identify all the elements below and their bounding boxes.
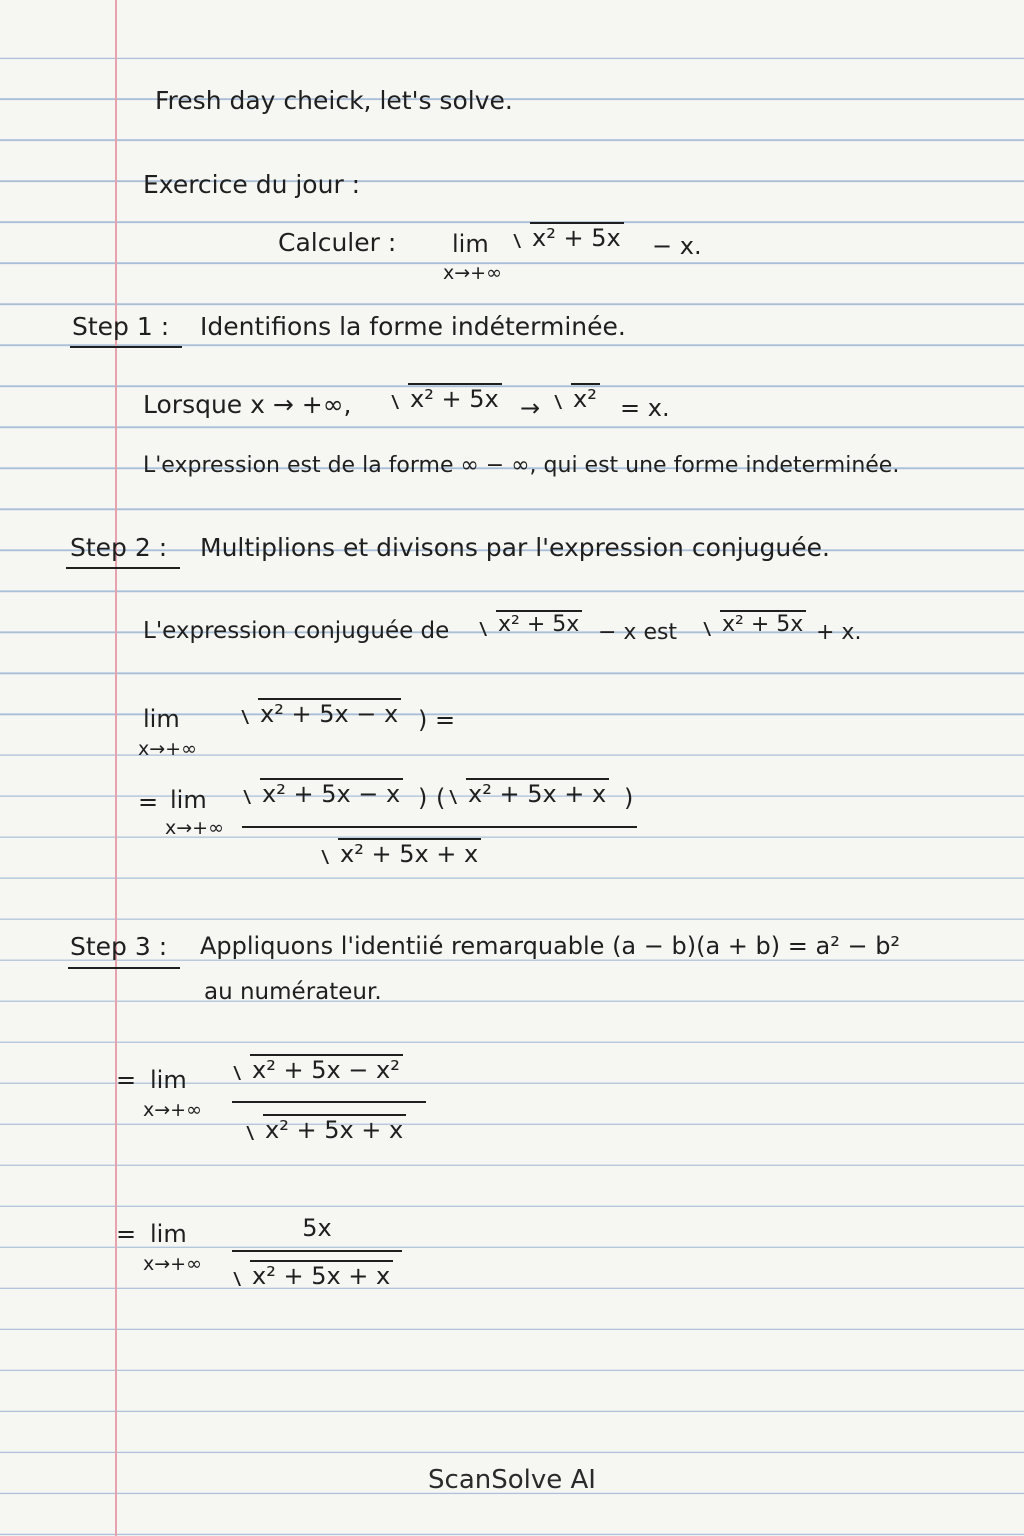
limit-subscript: x→+∞: [443, 262, 502, 284]
exercise-radicand: x² + 5x: [530, 222, 624, 250]
step3-frac1-den-radicand: x² + 5x + x: [263, 1114, 406, 1142]
paren-close-2: ): [624, 784, 634, 812]
step2-lim2-sub: x→+∞: [165, 817, 224, 839]
step1-underline: [70, 346, 182, 348]
paren-close: ): [418, 784, 428, 812]
conj-mid: − x est: [598, 620, 678, 645]
conj-root2: [702, 610, 806, 636]
step3-eq2: =: [116, 1220, 137, 1248]
notebook-margin-line: [115, 0, 117, 1536]
sqrt-icon: [245, 1114, 406, 1142]
step2-lim2: lim: [170, 786, 207, 814]
step3-eq1: =: [116, 1066, 137, 1094]
step3-fraction-bar-1: [232, 1101, 426, 1103]
conj-radicand2: x² + 5x: [720, 610, 806, 636]
step2-num-right: [448, 778, 609, 806]
sqrt-icon: [232, 1260, 393, 1288]
sqrt-icon: [232, 1054, 403, 1082]
step3-lim2: lim: [150, 1220, 187, 1248]
step3-frac2-num: 5x: [302, 1214, 332, 1242]
step1-root1: [390, 383, 502, 411]
arrow-icon: →: [520, 394, 541, 422]
step2-lim1: lim: [143, 705, 180, 733]
step2-num-left: [242, 778, 403, 806]
conj-radicand1: x² + 5x: [496, 610, 582, 636]
step1-radicand2: x²: [571, 383, 600, 411]
step3-title2: au numérateur.: [204, 979, 382, 1005]
step2-num-left-radicand: x² + 5x − x: [260, 778, 403, 806]
conj-root1: [478, 610, 582, 636]
step2-den: [320, 838, 481, 866]
step3-label: Step 3 :: [70, 932, 168, 961]
step3-lim1-sub: x→+∞: [143, 1099, 202, 1121]
footer-brand: ScanSolve AI: [428, 1465, 596, 1495]
lorsque-text: Lorsque x → +∞,: [143, 390, 352, 419]
step3-frac2-den: [232, 1260, 393, 1288]
step3-underline: [68, 967, 180, 969]
step1-eq: = x.: [620, 394, 670, 422]
sqrt-icon: [702, 610, 806, 636]
exercise-root: [512, 222, 624, 250]
sqrt-icon: [240, 698, 401, 726]
sqrt-icon: [242, 778, 403, 806]
sqrt-icon: [553, 383, 600, 411]
exercise-tail: − x.: [652, 232, 702, 260]
step3-frac1-num-radicand: x² + 5x − x²: [250, 1054, 403, 1082]
step2-title: Multiplions et divisons par l'expression conjuguée.: [200, 533, 830, 562]
step2-lim1-sub: x→+∞: [138, 738, 197, 760]
sqrt-icon: [478, 610, 582, 636]
step1-explanation: L'expression est de la forme ∞ − ∞, qui est une forme indeterminée.: [143, 453, 900, 478]
conj-end: + x.: [816, 620, 862, 645]
step2-fraction-bar: [242, 826, 637, 828]
step3-frac1-num: [232, 1054, 403, 1082]
sqrt-icon: [448, 778, 609, 806]
sqrt-icon: [390, 383, 502, 411]
intro-text: Fresh day cheick, let's solve.: [155, 86, 513, 115]
limit-operator: lim: [452, 230, 489, 258]
step3-lim1: lim: [150, 1066, 187, 1094]
paren-open: (: [436, 784, 446, 812]
step2-underline: [66, 567, 180, 569]
step2-line1-radicand: x² + 5x − x: [258, 698, 401, 726]
step2-num-right-radicand: x² + 5x + x: [466, 778, 609, 806]
step3-fraction-bar-2: [232, 1250, 402, 1252]
conj-prefix: L'expression conjuguée de: [143, 618, 450, 644]
step2-eq: =: [138, 788, 159, 816]
step3-frac1-den: [245, 1114, 406, 1142]
step2-den-radicand: x² + 5x + x: [338, 838, 481, 866]
step2-line1-root: [240, 698, 401, 726]
step1-root2: [553, 383, 600, 411]
step2-line1-tail: ) =: [418, 706, 456, 734]
step3-frac2-den-radicand: x² + 5x + x: [250, 1260, 393, 1288]
step3-lim2-sub: x→+∞: [143, 1253, 202, 1275]
step1-radicand1: x² + 5x: [408, 383, 502, 411]
calc-label: Calculer :: [278, 228, 397, 257]
step3-title: Appliquons l'identiié remarquable (a − b)(a + b) = a² − b²: [200, 932, 901, 960]
exercise-heading: Exercice du jour :: [143, 170, 361, 199]
sqrt-icon: [512, 222, 624, 250]
step1-label: Step 1 :: [72, 312, 170, 341]
step1-title: Identifions la forme indéterminée.: [200, 312, 626, 341]
sqrt-icon: [320, 838, 481, 866]
step2-label: Step 2 :: [70, 533, 168, 562]
